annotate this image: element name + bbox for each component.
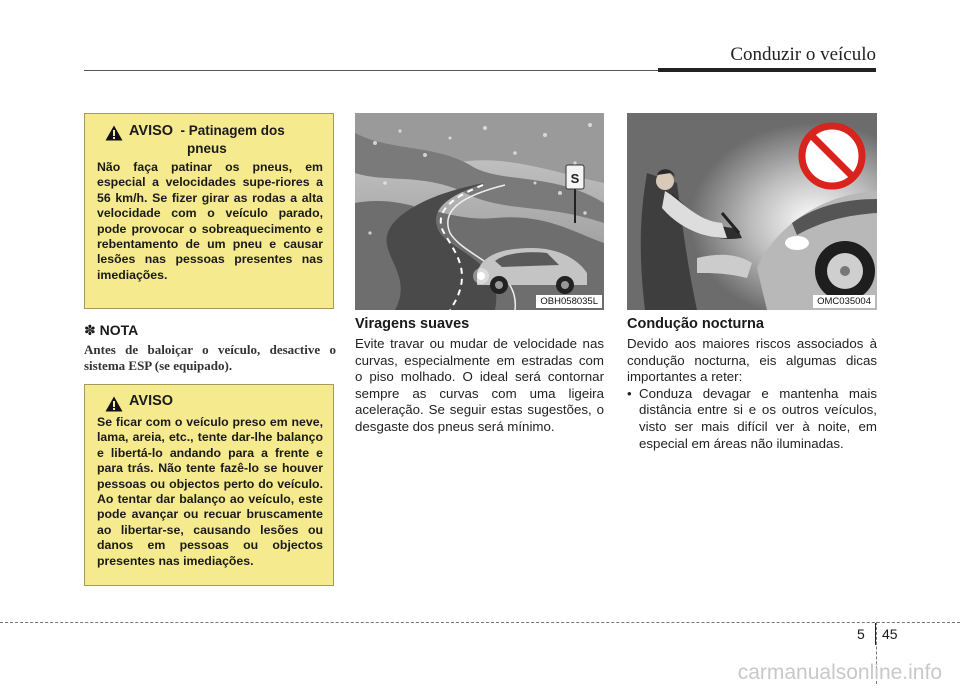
warning-triangle-icon	[105, 125, 123, 141]
warning-box-stuck-vehicle	[84, 384, 334, 586]
note-title: ✽ NOTA	[84, 322, 139, 338]
prohibition-icon	[802, 126, 862, 186]
page-number-divider	[875, 623, 876, 645]
section-title-smooth-turns: Viragens suaves	[355, 316, 470, 332]
photo-code: OBH058035L	[536, 295, 602, 308]
bullet-item	[627, 386, 877, 452]
warning-label: AVISO	[129, 123, 174, 139]
bullet-text: Conduza devagar e mantenha mais distância entre si e os outros veículos, visto ser mais difícil ver à noite, em especial em áreas não iluminadas.	[639, 385, 877, 451]
page-number: 45	[882, 626, 898, 642]
note-text: Antes de baloiçar o veículo, desactive o sistema ESP (se equipado).	[84, 342, 336, 373]
header-rule-accent	[658, 68, 876, 72]
section-intro: Devido aos maiores riscos associados à condução nocturna, eis algumas dicas importantes a reter:	[627, 336, 877, 385]
warning-label: AVISO	[129, 393, 174, 409]
section-text-night-driving	[627, 336, 877, 452]
photo-winding-road	[355, 113, 604, 310]
chapter-number: 5	[857, 626, 865, 642]
section-title-night-driving: Condução nocturna	[627, 316, 764, 332]
curve-sign: S	[570, 171, 580, 186]
warning-subtitle-line2: pneus	[186, 141, 227, 156]
winding-road-illustration	[355, 113, 604, 310]
warning-title	[97, 393, 323, 412]
watermark: carmanualsonline.info	[737, 661, 942, 684]
photo-code: OMC035004	[813, 295, 875, 308]
warning-text: Se ficar com o veículo preso em neve, lama, areia, etc., tente dar-lhe balanço e libertá-lo andando para a frente e para trás. Não tente fazê-lo se houver pessoas ou objectos perto do veículo. Ao tentar dar balanço ao veículo, este pode avançar ou recuar bruscamente ao libertar-se, causando lesões ou danos em pessoas ou objectos presentes nas imediações.	[97, 415, 323, 568]
night-driving-illustration	[627, 113, 877, 310]
warning-box-tyre-spin	[84, 113, 334, 309]
photo-night-driving	[627, 113, 877, 310]
warning-title	[97, 122, 323, 157]
warning-triangle-icon	[105, 396, 123, 412]
bullet-marker: •	[627, 385, 632, 401]
footer-rule	[0, 622, 960, 623]
warning-subtitle: - Patinagem dos	[180, 123, 285, 138]
warning-text: Não faça patinar os pneus, em especial a velocidades supe-riores a 56 km/h. Se fizer girar as rodas a alta velocidade com o veículo parado, pode provocar o sobreaquecimento e rebentamento de um pneu e causar lesões nas pessoas presentes nas imediações.	[97, 160, 323, 282]
section-text-smooth-turns: Evite travar ou mudar de velocidade nas curvas, especialmente em estradas com o piso molhado. O ideal será contornar sempre as curvas com uma ligeira aceleração. Se seguir estas sugestões, o desgaste dos pneus será mínimo.	[355, 336, 604, 434]
page-header-title: Conduzir o veículo	[730, 44, 876, 65]
